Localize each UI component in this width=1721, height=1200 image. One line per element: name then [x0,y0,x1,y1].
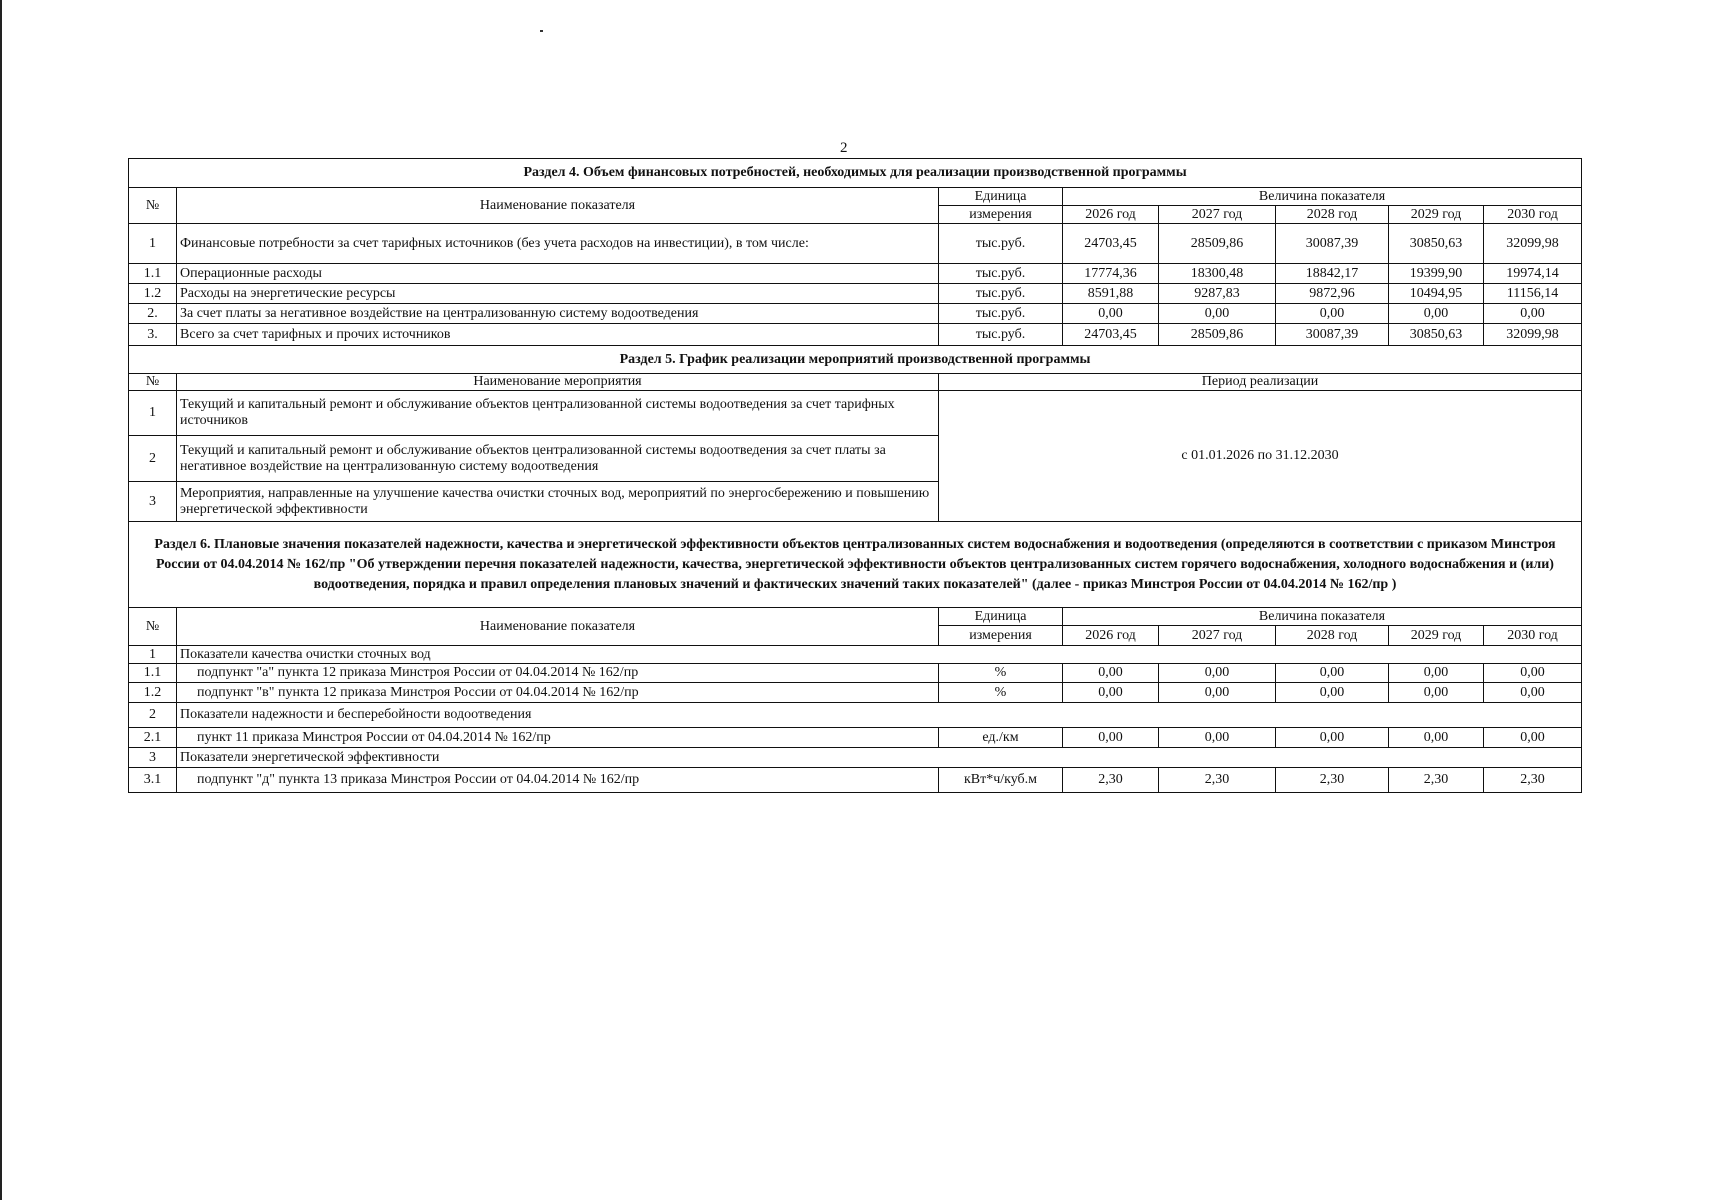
table-row [129,224,1582,264]
section6-title: Раздел 6. Плановые значения показателей надежности, качества и энергетической эффективности объектов централизованных систем водоснабжения и водоотведения (определяются в соответствии с приказом Минстроя России от 04.04.2014 № 162/пр "Об утверждении перечня показателей надежности, качества, энергетической эффективности объектов централизованных систем горячего водоснабжения, холодного водоснабжения и (или) водоотведения, порядка и правил определения плановых значений и фактических значений таких показателей" (далее - приказ Минстроя России от 04.04.2014 № 162/пр ) [129,522,1582,608]
table-row [129,683,1582,703]
row-name: пункт 11 приказа Минстроя России от 04.04.2014 № 162/пр [177,728,939,748]
table-row [129,728,1582,748]
row-value: 30850,63 [1389,224,1484,264]
row-num: 1 [129,646,177,664]
row-value: 30850,63 [1389,324,1484,346]
row-value: 2,30 [1276,768,1389,793]
col-unit-header-2: измерения [939,206,1063,224]
row-num: 3.1 [129,768,177,793]
group-row [129,748,1582,768]
row-unit: тыс.руб. [939,324,1063,346]
group-row [129,703,1582,728]
row-value: 0,00 [1159,728,1276,748]
col-event-header: Наименование мероприятия [177,374,939,391]
section5-title: Раздел 5. График реализации мероприятий производственной программы [129,346,1582,374]
row-value: 32099,98 [1484,324,1582,346]
scan-edge [0,0,2,1200]
row-value: 19399,90 [1389,264,1484,284]
row-value: 2,30 [1063,768,1159,793]
section4-title: Раздел 4. Объем финансовых потребностей, необходимых для реализации производственной программы [129,159,1582,188]
row-value: 0,00 [1484,683,1582,703]
row-value: 0,00 [1484,728,1582,748]
row-unit: тыс.руб. [939,264,1063,284]
row-num: 1.1 [129,664,177,683]
row-value: 0,00 [1276,683,1389,703]
row-value: 0,00 [1389,683,1484,703]
row-value: 0,00 [1063,728,1159,748]
row-value: 30087,39 [1276,324,1389,346]
table-row [129,284,1582,304]
row-value: 0,00 [1063,304,1159,324]
row-value: 28509,86 [1159,324,1276,346]
page-number: 2 [840,140,848,156]
table-row [129,324,1582,346]
row-value: 2,30 [1159,768,1276,793]
row-value: 0,00 [1159,304,1276,324]
row-value: 32099,98 [1484,224,1582,264]
row-unit: тыс.руб. [939,284,1063,304]
row-value: 9872,96 [1276,284,1389,304]
table-row [129,391,1582,436]
row-value: 0,00 [1484,304,1582,324]
scan-speck [540,30,543,32]
row-name: подпункт "а" пункта 12 приказа Минстроя России от 04.04.2014 № 162/пр [177,664,939,683]
row-value: 24703,45 [1063,224,1159,264]
year-header: 2027 год [1159,626,1276,646]
row-value: 0,00 [1063,683,1159,703]
col-num-header: № [129,608,177,646]
row-name: Расходы на энергетические ресурсы [177,284,939,304]
group-name: Показатели надежности и бесперебойности водоотведения [177,703,1582,728]
group-row [129,646,1582,664]
row-num: 1.2 [129,284,177,304]
document-body [128,158,1581,793]
row-value: 2,30 [1389,768,1484,793]
row-value: 30087,39 [1276,224,1389,264]
row-name: Текущий и капитальный ремонт и обслуживание объектов централизованной системы водоотведения за счет платы за негативное воздействие на централизованную систему водоотведения [177,436,939,482]
row-value: 10494,95 [1389,284,1484,304]
group-name: Показатели качества очистки сточных вод [177,646,1582,664]
year-header: 2030 год [1484,206,1582,224]
row-value: 28509,86 [1159,224,1276,264]
row-num: 2.1 [129,728,177,748]
year-header: 2029 год [1389,626,1484,646]
section6-table [128,521,1582,793]
row-unit: ед./км [939,728,1063,748]
col-value-header: Величина показателя [1063,188,1582,206]
year-header: 2030 год [1484,626,1582,646]
row-value: 19974,14 [1484,264,1582,284]
row-value: 0,00 [1389,728,1484,748]
col-name-header: Наименование показателя [177,188,939,224]
group-name: Показатели энергетической эффективности [177,748,1582,768]
row-value: 11156,14 [1484,284,1582,304]
col-value-header: Величина показателя [1063,608,1582,626]
col-unit-header-2: измерения [939,626,1063,646]
row-num: 2 [129,703,177,728]
col-unit-header-1: Единица [939,188,1063,206]
row-value: 0,00 [1159,683,1276,703]
row-value: 0,00 [1276,728,1389,748]
year-header: 2027 год [1159,206,1276,224]
table-row [129,768,1582,793]
col-period-header: Период реализации [939,374,1582,391]
table-row [129,664,1582,683]
row-value: 0,00 [1389,304,1484,324]
row-value: 0,00 [1276,304,1389,324]
year-header: 2028 год [1276,626,1389,646]
row-value: 17774,36 [1063,264,1159,284]
row-name: Текущий и капитальный ремонт и обслуживание объектов централизованной системы водоотведения за счет тарифных источников [177,391,939,436]
row-unit: тыс.руб. [939,224,1063,264]
row-value: 0,00 [1276,664,1389,683]
row-num: 2. [129,304,177,324]
row-num: 3 [129,748,177,768]
row-num: 3. [129,324,177,346]
row-num: 1.1 [129,264,177,284]
row-num: 1.2 [129,683,177,703]
table-row [129,264,1582,284]
table-row [129,304,1582,324]
year-header: 2026 год [1063,206,1159,224]
col-name-header: Наименование показателя [177,608,939,646]
row-value: 2,30 [1484,768,1582,793]
row-value: 0,00 [1159,664,1276,683]
row-num: 1 [129,224,177,264]
row-num: 3 [129,482,177,522]
col-num-header: № [129,374,177,391]
row-value: 0,00 [1063,664,1159,683]
period-value: с 01.01.2026 по 31.12.2030 [939,391,1582,522]
row-name: подпункт "д" пункта 13 приказа Минстроя России от 04.04.2014 № 162/пр [177,768,939,793]
row-value: 8591,88 [1063,284,1159,304]
row-value: 0,00 [1389,664,1484,683]
section4-table [128,158,1582,346]
row-name: подпункт "в" пункта 12 приказа Минстроя России от 04.04.2014 № 162/пр [177,683,939,703]
row-value: 24703,45 [1063,324,1159,346]
row-num: 2 [129,436,177,482]
row-unit: % [939,683,1063,703]
row-value: 18300,48 [1159,264,1276,284]
row-name: Операционные расходы [177,264,939,284]
col-num-header: № [129,188,177,224]
row-name: Всего за счет тарифных и прочих источников [177,324,939,346]
row-unit: кВт*ч/куб.м [939,768,1063,793]
row-name: За счет платы за негативное воздействие на централизованную систему водоотведения [177,304,939,324]
year-header: 2029 год [1389,206,1484,224]
col-unit-header-1: Единица [939,608,1063,626]
row-value: 18842,17 [1276,264,1389,284]
row-unit: тыс.руб. [939,304,1063,324]
row-num: 1 [129,391,177,436]
row-name: Мероприятия, направленные на улучшение качества очистки сточных вод, мероприятий по энергосбережению и повышению энергетической эффективности [177,482,939,522]
row-value: 9287,83 [1159,284,1276,304]
section5-table [128,345,1582,522]
row-name: Финансовые потребности за счет тарифных источников (без учета расходов на инвестиции), в том числе: [177,224,939,264]
year-header: 2028 год [1276,206,1389,224]
year-header: 2026 год [1063,626,1159,646]
row-value: 0,00 [1484,664,1582,683]
row-unit: % [939,664,1063,683]
